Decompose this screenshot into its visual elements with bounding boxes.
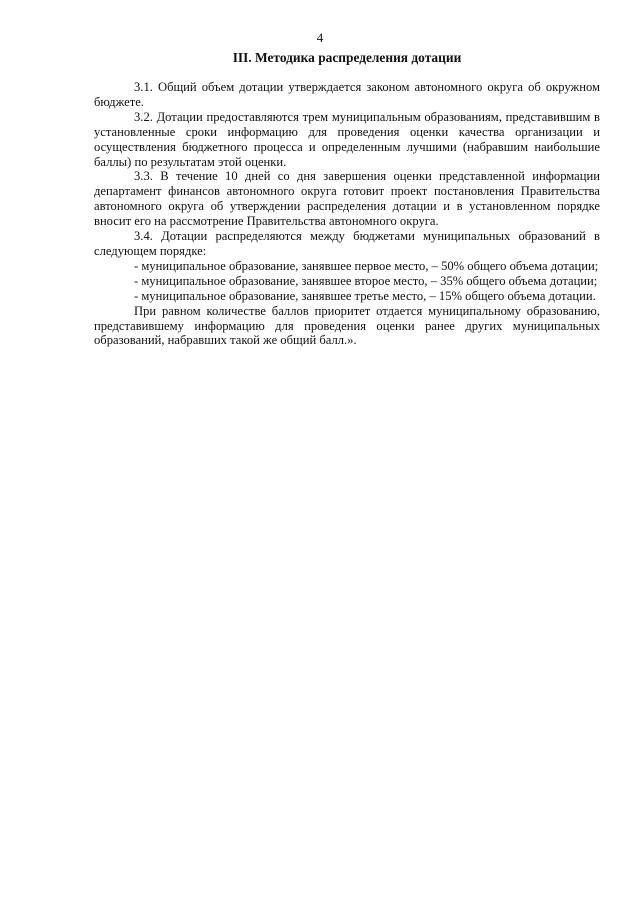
list-item-second-place: - муниципальное образование, занявшее второе место, – 35% общего объема дотации; (134, 273, 598, 288)
section-title: III. Методика распределения дотации (232, 50, 462, 65)
document-body (94, 80, 600, 348)
paragraph-equal-points: При равном количестве баллов приоритет отдается муниципальному образованию, представившему информацию для проведения оценки ранее других муниципальных образований, набравших такой же общий балл.». (94, 303, 600, 348)
paragraph-3-4: 3.4. Дотации распределяются между бюджетами муниципальных образований в следующем порядке: (94, 229, 600, 258)
paragraph-3-1: 3.1. Общий объем дотации утверждается законом автономного округа об окружном бюджете. (94, 80, 600, 109)
paragraph-3-2: 3.2. Дотации предоставляются трем муниципальным образованиям, представившим в установленные сроки информацию для проведения оценки качества организации и осуществления бюджетного процесса и определенным лучшими (набравшим наибольшие баллы) по результатам этой оценки. (94, 109, 600, 169)
list-item-first-place: - муниципальное образование, занявшее первое место, – 50% общего объема дотации; (134, 258, 599, 273)
paragraph-3-3: 3.3. В течение 10 дней со дня завершения оценки представленной информации департамент финансов автономного округа готовит проект постановления Правительства автономного округа об утверждении распределения дотации и в установленном порядке вносит его на рассмотрение Правительства автономного округа. (94, 169, 600, 229)
page-number: 4 (316, 30, 324, 45)
list-item-third-place: - муниципальное образование, занявшее третье место, – 15% общего объема дотации. (134, 288, 596, 303)
